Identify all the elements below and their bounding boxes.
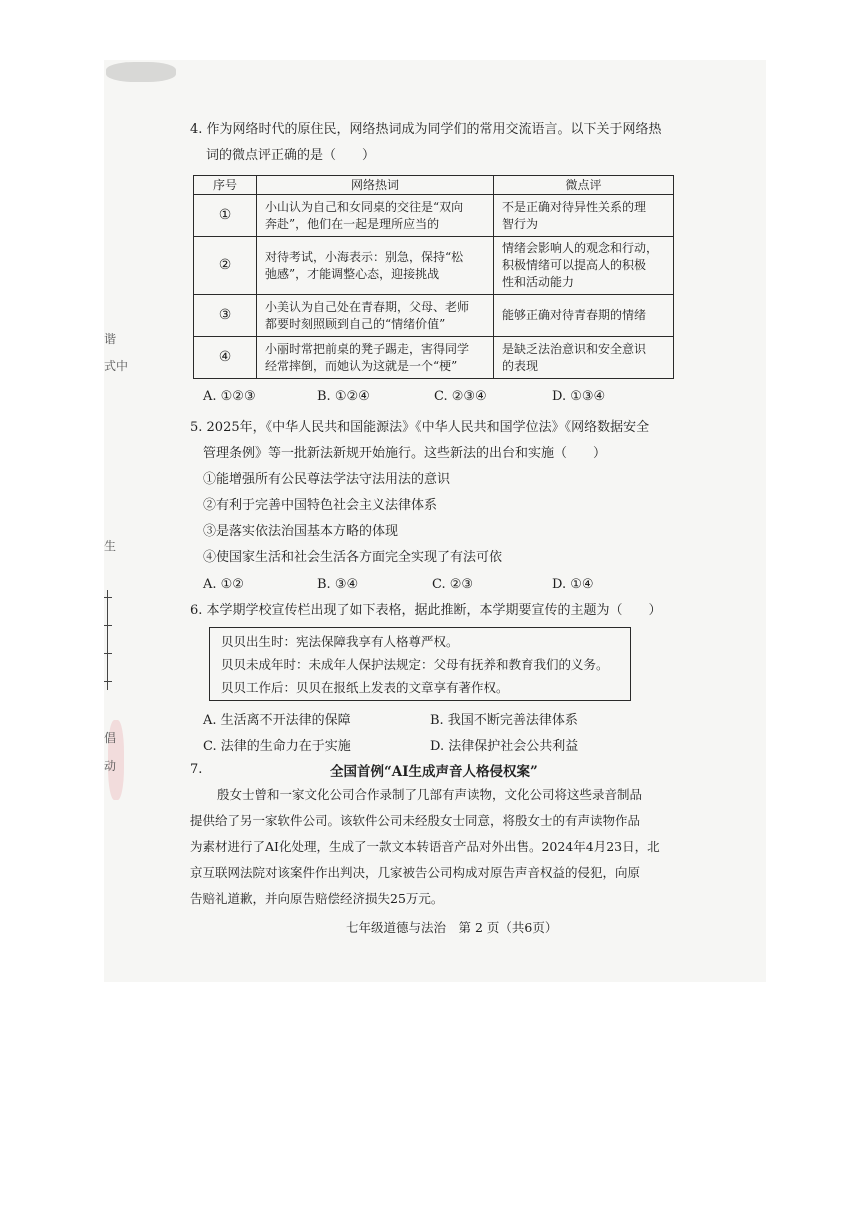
q4-option-d: D. ①③④ xyxy=(552,389,606,404)
q6-option-b: B. 我国不断完善法律体系 xyxy=(430,713,578,728)
row-phrase: 小美认为自己处在青春期，父母、老师 都要时刻照顾到自己的“情绪价值” xyxy=(257,295,494,337)
margin-mark: 谐 xyxy=(104,332,117,346)
row-phrase: 小丽时常把前桌的凳子踢走，害得同学 经常摔倒，而她认为这就是一个“梗” xyxy=(257,337,494,379)
header-phrase: 网络热词 xyxy=(257,176,494,195)
row-phrase: 小山认为自己和女同桌的交往是“双向 奔赴”，他们在一起是理所应当的 xyxy=(257,195,494,237)
q5-option-a: A. ①② xyxy=(203,577,244,592)
q7-number: 7. xyxy=(190,762,203,777)
q6-option-d: D. 法律保护社会公共利益 xyxy=(430,739,579,754)
q5-stem-line1: 5. 2025年，《中华人民共和国能源法》《中华人民共和国学位法》《网络数据安全 xyxy=(190,420,650,435)
box-line: 贝贝出生时：宪法保障我享有人格尊严权。 xyxy=(221,634,459,649)
q5-item: ①能增强所有公民尊法学法守法用法的意识 xyxy=(203,472,451,487)
q7-paragraph-line: 殷女士曾和一家文化公司合作录制了几部有声读物，文化公司将这些录音制品 xyxy=(217,787,643,802)
row-number: ② xyxy=(194,237,257,295)
header-seq: 序号 xyxy=(194,176,257,195)
q7-paragraph-line: 告赔礼道歉，并向原告赔偿经济损失25万元。 xyxy=(190,891,444,906)
scan-smudge xyxy=(106,62,176,82)
table-row xyxy=(194,195,674,237)
q5-option-d: D. ①④ xyxy=(552,577,594,592)
margin-line xyxy=(104,681,112,682)
box-line: 贝贝工作后：贝贝在报纸上发表的文章享有著作权。 xyxy=(221,680,509,695)
margin-mark: 倡 xyxy=(104,731,117,745)
row-number: ① xyxy=(194,195,257,237)
q5-stem-line2: 管理条例》等一批新法新规开始施行。这些新法的出台和实施（ ） xyxy=(203,446,607,461)
q5-item: ③是落实依法治国基本方略的体现 xyxy=(203,524,399,539)
q5-item: ②有利于完善中国特色社会主义法律体系 xyxy=(203,498,438,513)
hot-words-table xyxy=(193,175,674,379)
margin-line xyxy=(104,653,112,654)
bulletin-box xyxy=(209,627,631,701)
q4-stem-line1: 4. 作为网络时代的原住民，网络热词成为同学们的常用交流语言。以下关于网络热 xyxy=(190,122,662,137)
margin-mark: 式中 xyxy=(104,359,129,373)
row-number: ④ xyxy=(194,337,257,379)
q7-paragraph-line: 提供给了另一家软件公司。该软件公司未经殷女士同意，将殷女士的有声读物作品 xyxy=(190,813,641,828)
margin-mark: 生 xyxy=(104,539,117,553)
q4-stem-line2: 词的微点评正确的是（ ） xyxy=(206,148,376,163)
q4-option-b: B. ①②④ xyxy=(317,389,370,404)
row-comment: 情绪会影响人的观念和行动， 积极情绪可以提高人的积极 性和活动能力 xyxy=(494,237,674,295)
table-row xyxy=(194,237,674,295)
row-number: ③ xyxy=(194,295,257,337)
header-comment: 微点评 xyxy=(494,176,674,195)
row-comment: 是缺乏法治意识和安全意识 的表现 xyxy=(494,337,674,379)
row-phrase: 对待考试，小海表示：别急，保持“松 弛感”，才能调整心态，迎接挑战 xyxy=(257,237,494,295)
table-header-row xyxy=(194,176,674,195)
q7-paragraph-line: 为素材进行了AI化处理，生成了一款文本转语音产品对外出售。2024年4月23日，北 xyxy=(190,839,660,854)
row-comment: 能够正确对待青春期的情绪 xyxy=(494,295,674,337)
margin-mark: 动 xyxy=(104,759,117,773)
q6-stem: 6. 本学期学校宣传栏出现了如下表格，据此推断，本学期要宣传的主题为（ ） xyxy=(190,603,662,618)
row-comment: 不是正确对待异性关系的理 智行为 xyxy=(494,195,674,237)
q5-option-b: B. ③④ xyxy=(317,577,359,592)
q7-paragraph-line: 京互联网法院对该案件作出判决，几家被告公司构成对原告声音权益的侵犯，向原 xyxy=(190,865,641,880)
table-row xyxy=(194,295,674,337)
box-line: 贝贝未成年时：未成年人保护法规定：父母有抚养和教育我们的义务。 xyxy=(221,657,609,672)
q7-case-title: 全国首例“AI生成声音人格侵权案” xyxy=(330,764,538,780)
q4-option-a: A. ①②③ xyxy=(203,389,256,404)
margin-line xyxy=(104,597,112,598)
q5-option-c: C. ②③ xyxy=(432,577,474,592)
q6-option-c: C. 法律的生命力在于实施 xyxy=(203,739,351,754)
table-row xyxy=(194,337,674,379)
margin-line xyxy=(104,625,112,626)
q4-option-c: C. ②③④ xyxy=(434,389,487,404)
q6-option-a: A. 生活离不开法律的保障 xyxy=(203,713,351,728)
margin-line xyxy=(107,590,108,690)
q5-item: ④使国家生活和社会生活各方面完全实现了有法可依 xyxy=(203,550,503,565)
page-footer: 七年级道德与法治 第 2 页（共6页） xyxy=(346,920,558,935)
